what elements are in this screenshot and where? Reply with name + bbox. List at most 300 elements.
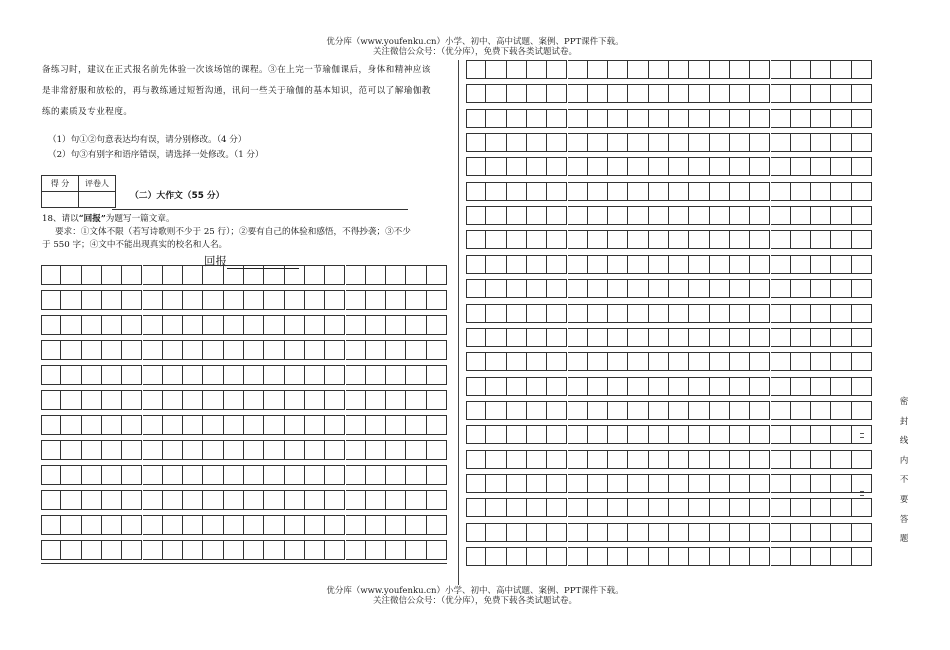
writing-cell[interactable] xyxy=(588,84,608,103)
writing-cell[interactable] xyxy=(406,365,426,385)
writing-cell[interactable] xyxy=(507,523,527,542)
writing-cell[interactable] xyxy=(710,230,730,249)
writing-cell[interactable] xyxy=(224,490,244,510)
writing-cell[interactable] xyxy=(61,440,81,460)
writing-cell[interactable] xyxy=(325,440,345,460)
writing-cell[interactable] xyxy=(628,230,648,249)
writing-cell[interactable] xyxy=(689,401,709,420)
writing-cell[interactable] xyxy=(547,182,567,201)
writing-cell[interactable] xyxy=(588,547,608,566)
writing-cell[interactable] xyxy=(710,450,730,469)
writing-cell[interactable] xyxy=(811,304,831,323)
writing-cell[interactable] xyxy=(689,84,709,103)
writing-cell[interactable] xyxy=(811,182,831,201)
writing-cell[interactable] xyxy=(507,425,527,444)
writing-cell[interactable] xyxy=(831,425,851,444)
writing-cell[interactable] xyxy=(689,425,709,444)
writing-cell[interactable] xyxy=(122,440,142,460)
writing-cell[interactable] xyxy=(811,60,831,79)
writing-cell[interactable] xyxy=(61,415,81,435)
writing-cell[interactable] xyxy=(183,315,203,335)
writing-cell[interactable] xyxy=(568,498,588,517)
writing-cell[interactable] xyxy=(163,415,183,435)
writing-cell[interactable] xyxy=(669,109,689,128)
writing-cell[interactable] xyxy=(710,84,730,103)
writing-cell[interactable] xyxy=(224,415,244,435)
writing-cell[interactable] xyxy=(386,390,406,410)
writing-cell[interactable] xyxy=(771,133,791,152)
writing-cell[interactable] xyxy=(649,523,669,542)
writing-cell[interactable] xyxy=(244,540,264,560)
writing-cell[interactable] xyxy=(143,540,163,560)
writing-cell[interactable] xyxy=(791,109,811,128)
writing-grid-right[interactable] xyxy=(466,60,872,566)
writing-cell[interactable] xyxy=(649,474,669,493)
writing-cell[interactable] xyxy=(547,133,567,152)
writing-cell[interactable] xyxy=(649,498,669,517)
writing-cell[interactable] xyxy=(730,401,750,420)
writing-cell[interactable] xyxy=(244,440,264,460)
writing-cell[interactable] xyxy=(406,515,426,535)
writing-cell[interactable] xyxy=(649,547,669,566)
writing-cell[interactable] xyxy=(61,490,81,510)
writing-cell[interactable] xyxy=(163,440,183,460)
writing-cell[interactable] xyxy=(183,540,203,560)
writing-cell[interactable] xyxy=(771,279,791,298)
writing-cell[interactable] xyxy=(588,377,608,396)
writing-cell[interactable] xyxy=(527,328,547,347)
writing-cell[interactable] xyxy=(183,515,203,535)
writing-cell[interactable] xyxy=(163,265,183,285)
writing-cell[interactable] xyxy=(466,182,486,201)
writing-cell[interactable] xyxy=(406,315,426,335)
writing-cell[interactable] xyxy=(305,515,325,535)
writing-cell[interactable] xyxy=(831,133,851,152)
writing-cell[interactable] xyxy=(366,490,386,510)
writing-cell[interactable] xyxy=(486,498,506,517)
writing-cell[interactable] xyxy=(427,265,447,285)
writing-cell[interactable] xyxy=(750,279,770,298)
writing-cell[interactable] xyxy=(466,255,486,274)
writing-cell[interactable] xyxy=(588,352,608,371)
writing-cell[interactable] xyxy=(791,547,811,566)
writing-cell[interactable] xyxy=(527,60,547,79)
writing-cell[interactable] xyxy=(264,490,284,510)
writing-cell[interactable] xyxy=(608,279,628,298)
writing-cell[interactable] xyxy=(791,377,811,396)
writing-cell[interactable] xyxy=(669,279,689,298)
writing-cell[interactable] xyxy=(568,450,588,469)
writing-cell[interactable] xyxy=(41,540,61,560)
writing-cell[interactable] xyxy=(852,328,872,347)
writing-cell[interactable] xyxy=(750,523,770,542)
writing-cell[interactable] xyxy=(831,328,851,347)
writing-cell[interactable] xyxy=(710,425,730,444)
writing-cell[interactable] xyxy=(427,290,447,310)
writing-cell[interactable] xyxy=(507,60,527,79)
writing-cell[interactable] xyxy=(811,547,831,566)
writing-cell[interactable] xyxy=(264,340,284,360)
writing-cell[interactable] xyxy=(527,109,547,128)
writing-cell[interactable] xyxy=(750,84,770,103)
writing-cell[interactable] xyxy=(750,450,770,469)
writing-cell[interactable] xyxy=(568,255,588,274)
writing-cell[interactable] xyxy=(466,377,486,396)
writing-cell[interactable] xyxy=(486,60,506,79)
writing-cell[interactable] xyxy=(649,230,669,249)
writing-cell[interactable] xyxy=(588,328,608,347)
writing-cell[interactable] xyxy=(183,340,203,360)
writing-cell[interactable] xyxy=(486,450,506,469)
writing-cell[interactable] xyxy=(386,490,406,510)
writing-cell[interactable] xyxy=(791,498,811,517)
writing-cell[interactable] xyxy=(143,265,163,285)
writing-cell[interactable] xyxy=(386,365,406,385)
writing-cell[interactable] xyxy=(831,84,851,103)
writing-cell[interactable] xyxy=(61,515,81,535)
writing-cell[interactable] xyxy=(325,315,345,335)
writing-cell[interactable] xyxy=(527,133,547,152)
writing-cell[interactable] xyxy=(143,465,163,485)
writing-cell[interactable] xyxy=(224,315,244,335)
writing-cell[interactable] xyxy=(346,490,366,510)
writing-cell[interactable] xyxy=(588,60,608,79)
writing-cell[interactable] xyxy=(325,490,345,510)
writing-cell[interactable] xyxy=(346,415,366,435)
writing-cell[interactable] xyxy=(143,515,163,535)
writing-cell[interactable] xyxy=(325,265,345,285)
writing-cell[interactable] xyxy=(285,515,305,535)
writing-cell[interactable] xyxy=(427,365,447,385)
writing-cell[interactable] xyxy=(203,340,223,360)
writing-cell[interactable] xyxy=(831,182,851,201)
writing-cell[interactable] xyxy=(82,490,102,510)
writing-cell[interactable] xyxy=(41,465,61,485)
writing-cell[interactable] xyxy=(427,390,447,410)
writing-cell[interactable] xyxy=(224,265,244,285)
writing-cell[interactable] xyxy=(527,182,547,201)
writing-cell[interactable] xyxy=(811,109,831,128)
writing-cell[interactable] xyxy=(285,365,305,385)
writing-cell[interactable] xyxy=(527,401,547,420)
writing-cell[interactable] xyxy=(831,547,851,566)
writing-cell[interactable] xyxy=(183,290,203,310)
writing-cell[interactable] xyxy=(406,390,426,410)
writing-cell[interactable] xyxy=(122,490,142,510)
writing-cell[interactable] xyxy=(628,255,648,274)
writing-cell[interactable] xyxy=(628,133,648,152)
writing-cell[interactable] xyxy=(588,279,608,298)
writing-cell[interactable] xyxy=(750,60,770,79)
writing-cell[interactable] xyxy=(82,315,102,335)
writing-cell[interactable] xyxy=(628,109,648,128)
writing-cell[interactable] xyxy=(689,474,709,493)
writing-cell[interactable] xyxy=(507,109,527,128)
writing-cell[interactable] xyxy=(527,304,547,323)
writing-cell[interactable] xyxy=(750,304,770,323)
writing-cell[interactable] xyxy=(771,84,791,103)
writing-cell[interactable] xyxy=(628,401,648,420)
writing-cell[interactable] xyxy=(811,157,831,176)
writing-cell[interactable] xyxy=(568,304,588,323)
writing-cell[interactable] xyxy=(466,230,486,249)
writing-cell[interactable] xyxy=(730,352,750,371)
writing-cell[interactable] xyxy=(669,523,689,542)
writing-cell[interactable] xyxy=(771,377,791,396)
grader-box[interactable] xyxy=(79,192,116,208)
writing-cell[interactable] xyxy=(608,498,628,517)
writing-cell[interactable] xyxy=(143,490,163,510)
writing-cell[interactable] xyxy=(588,401,608,420)
writing-cell[interactable] xyxy=(831,157,851,176)
writing-cell[interactable] xyxy=(649,255,669,274)
writing-cell[interactable] xyxy=(588,255,608,274)
writing-cell[interactable] xyxy=(82,390,102,410)
writing-cell[interactable] xyxy=(852,84,872,103)
writing-cell[interactable] xyxy=(811,206,831,225)
writing-cell[interactable] xyxy=(730,182,750,201)
writing-cell[interactable] xyxy=(649,206,669,225)
writing-cell[interactable] xyxy=(649,182,669,201)
writing-cell[interactable] xyxy=(224,390,244,410)
writing-cell[interactable] xyxy=(669,425,689,444)
writing-cell[interactable] xyxy=(122,540,142,560)
writing-cell[interactable] xyxy=(771,206,791,225)
writing-cell[interactable] xyxy=(122,515,142,535)
writing-cell[interactable] xyxy=(82,290,102,310)
writing-cell[interactable] xyxy=(608,523,628,542)
writing-cell[interactable] xyxy=(163,340,183,360)
writing-cell[interactable] xyxy=(466,401,486,420)
writing-cell[interactable] xyxy=(386,465,406,485)
writing-cell[interactable] xyxy=(547,157,567,176)
writing-cell[interactable] xyxy=(791,230,811,249)
writing-cell[interactable] xyxy=(366,515,386,535)
writing-cell[interactable] xyxy=(507,474,527,493)
writing-cell[interactable] xyxy=(689,547,709,566)
writing-cell[interactable] xyxy=(325,515,345,535)
writing-cell[interactable] xyxy=(852,304,872,323)
writing-cell[interactable] xyxy=(852,377,872,396)
writing-cell[interactable] xyxy=(568,230,588,249)
writing-cell[interactable] xyxy=(771,182,791,201)
writing-cell[interactable] xyxy=(466,523,486,542)
writing-cell[interactable] xyxy=(527,84,547,103)
writing-cell[interactable] xyxy=(203,265,223,285)
writing-cell[interactable] xyxy=(486,425,506,444)
writing-cell[interactable] xyxy=(82,265,102,285)
writing-cell[interactable] xyxy=(244,365,264,385)
writing-cell[interactable] xyxy=(669,133,689,152)
writing-cell[interactable] xyxy=(730,133,750,152)
writing-cell[interactable] xyxy=(224,515,244,535)
writing-cell[interactable] xyxy=(730,474,750,493)
writing-cell[interactable] xyxy=(122,365,142,385)
writing-cell[interactable] xyxy=(285,540,305,560)
writing-cell[interactable] xyxy=(346,465,366,485)
writing-cell[interactable] xyxy=(771,328,791,347)
writing-cell[interactable] xyxy=(163,490,183,510)
writing-cell[interactable] xyxy=(406,440,426,460)
writing-cell[interactable] xyxy=(507,182,527,201)
writing-cell[interactable] xyxy=(203,465,223,485)
writing-cell[interactable] xyxy=(588,498,608,517)
writing-cell[interactable] xyxy=(285,490,305,510)
writing-cell[interactable] xyxy=(608,60,628,79)
writing-cell[interactable] xyxy=(649,133,669,152)
writing-cell[interactable] xyxy=(588,425,608,444)
writing-cell[interactable] xyxy=(486,109,506,128)
writing-cell[interactable] xyxy=(507,279,527,298)
writing-cell[interactable] xyxy=(244,390,264,410)
writing-cell[interactable] xyxy=(710,206,730,225)
writing-cell[interactable] xyxy=(346,390,366,410)
writing-cell[interactable] xyxy=(831,352,851,371)
writing-cell[interactable] xyxy=(527,157,547,176)
writing-cell[interactable] xyxy=(831,474,851,493)
writing-cell[interactable] xyxy=(507,547,527,566)
writing-cell[interactable] xyxy=(710,157,730,176)
writing-cell[interactable] xyxy=(346,340,366,360)
writing-cell[interactable] xyxy=(669,352,689,371)
writing-cell[interactable] xyxy=(163,315,183,335)
writing-cell[interactable] xyxy=(669,182,689,201)
writing-cell[interactable] xyxy=(244,465,264,485)
writing-cell[interactable] xyxy=(710,401,730,420)
writing-cell[interactable] xyxy=(466,60,486,79)
writing-cell[interactable] xyxy=(852,60,872,79)
writing-cell[interactable] xyxy=(224,365,244,385)
writing-cell[interactable] xyxy=(82,540,102,560)
writing-cell[interactable] xyxy=(710,474,730,493)
writing-cell[interactable] xyxy=(507,450,527,469)
writing-cell[interactable] xyxy=(730,547,750,566)
writing-cell[interactable] xyxy=(366,265,386,285)
writing-cell[interactable] xyxy=(163,390,183,410)
writing-cell[interactable] xyxy=(224,465,244,485)
writing-cell[interactable] xyxy=(507,401,527,420)
writing-cell[interactable] xyxy=(791,474,811,493)
writing-cell[interactable] xyxy=(689,133,709,152)
writing-cell[interactable] xyxy=(82,340,102,360)
writing-cell[interactable] xyxy=(831,206,851,225)
writing-cell[interactable] xyxy=(608,255,628,274)
writing-cell[interactable] xyxy=(527,377,547,396)
writing-cell[interactable] xyxy=(730,450,750,469)
writing-cell[interactable] xyxy=(689,377,709,396)
writing-cell[interactable] xyxy=(608,109,628,128)
writing-cell[interactable] xyxy=(568,474,588,493)
writing-cell[interactable] xyxy=(547,255,567,274)
writing-cell[interactable] xyxy=(486,255,506,274)
writing-cell[interactable] xyxy=(346,290,366,310)
writing-cell[interactable] xyxy=(305,265,325,285)
writing-cell[interactable] xyxy=(568,109,588,128)
writing-cell[interactable] xyxy=(649,304,669,323)
writing-cell[interactable] xyxy=(486,523,506,542)
writing-cell[interactable] xyxy=(568,206,588,225)
writing-cell[interactable] xyxy=(41,515,61,535)
writing-cell[interactable] xyxy=(285,465,305,485)
writing-cell[interactable] xyxy=(507,255,527,274)
writing-cell[interactable] xyxy=(750,133,770,152)
writing-cell[interactable] xyxy=(183,265,203,285)
writing-cell[interactable] xyxy=(547,474,567,493)
writing-cell[interactable] xyxy=(366,540,386,560)
writing-cell[interactable] xyxy=(264,315,284,335)
writing-cell[interactable] xyxy=(608,547,628,566)
writing-cell[interactable] xyxy=(41,365,61,385)
writing-cell[interactable] xyxy=(547,401,567,420)
writing-cell[interactable] xyxy=(669,84,689,103)
writing-cell[interactable] xyxy=(568,352,588,371)
writing-cell[interactable] xyxy=(486,230,506,249)
writing-cell[interactable] xyxy=(264,515,284,535)
writing-cell[interactable] xyxy=(406,490,426,510)
writing-cell[interactable] xyxy=(791,328,811,347)
writing-cell[interactable] xyxy=(486,352,506,371)
writing-cell[interactable] xyxy=(466,157,486,176)
writing-cell[interactable] xyxy=(791,157,811,176)
writing-cell[interactable] xyxy=(608,328,628,347)
writing-cell[interactable] xyxy=(852,255,872,274)
writing-cell[interactable] xyxy=(427,440,447,460)
writing-cell[interactable] xyxy=(366,390,386,410)
writing-cell[interactable] xyxy=(811,377,831,396)
writing-cell[interactable] xyxy=(791,279,811,298)
writing-cell[interactable] xyxy=(669,206,689,225)
writing-cell[interactable] xyxy=(791,401,811,420)
writing-cell[interactable] xyxy=(466,425,486,444)
writing-cell[interactable] xyxy=(811,133,831,152)
writing-cell[interactable] xyxy=(386,415,406,435)
writing-cell[interactable] xyxy=(710,523,730,542)
score-box[interactable] xyxy=(42,192,79,208)
writing-cell[interactable] xyxy=(710,304,730,323)
writing-cell[interactable] xyxy=(750,109,770,128)
writing-cell[interactable] xyxy=(608,230,628,249)
writing-cell[interactable] xyxy=(628,182,648,201)
writing-cell[interactable] xyxy=(466,109,486,128)
writing-cell[interactable] xyxy=(305,465,325,485)
writing-cell[interactable] xyxy=(811,352,831,371)
writing-cell[interactable] xyxy=(325,365,345,385)
writing-cell[interactable] xyxy=(203,390,223,410)
writing-cell[interactable] xyxy=(649,450,669,469)
writing-cell[interactable] xyxy=(41,415,61,435)
writing-cell[interactable] xyxy=(386,315,406,335)
writing-cell[interactable] xyxy=(771,523,791,542)
writing-cell[interactable] xyxy=(122,315,142,335)
writing-cell[interactable] xyxy=(527,230,547,249)
writing-cell[interactable] xyxy=(750,157,770,176)
writing-cell[interactable] xyxy=(811,425,831,444)
writing-cell[interactable] xyxy=(305,315,325,335)
writing-cell[interactable] xyxy=(244,315,264,335)
writing-cell[interactable] xyxy=(831,230,851,249)
writing-cell[interactable] xyxy=(143,440,163,460)
writing-cell[interactable] xyxy=(406,415,426,435)
writing-cell[interactable] xyxy=(203,290,223,310)
writing-cell[interactable] xyxy=(61,290,81,310)
writing-cell[interactable] xyxy=(791,304,811,323)
writing-cell[interactable] xyxy=(547,84,567,103)
writing-cell[interactable] xyxy=(366,415,386,435)
writing-cell[interactable] xyxy=(771,498,791,517)
writing-cell[interactable] xyxy=(406,265,426,285)
writing-cell[interactable] xyxy=(771,109,791,128)
writing-cell[interactable] xyxy=(486,401,506,420)
